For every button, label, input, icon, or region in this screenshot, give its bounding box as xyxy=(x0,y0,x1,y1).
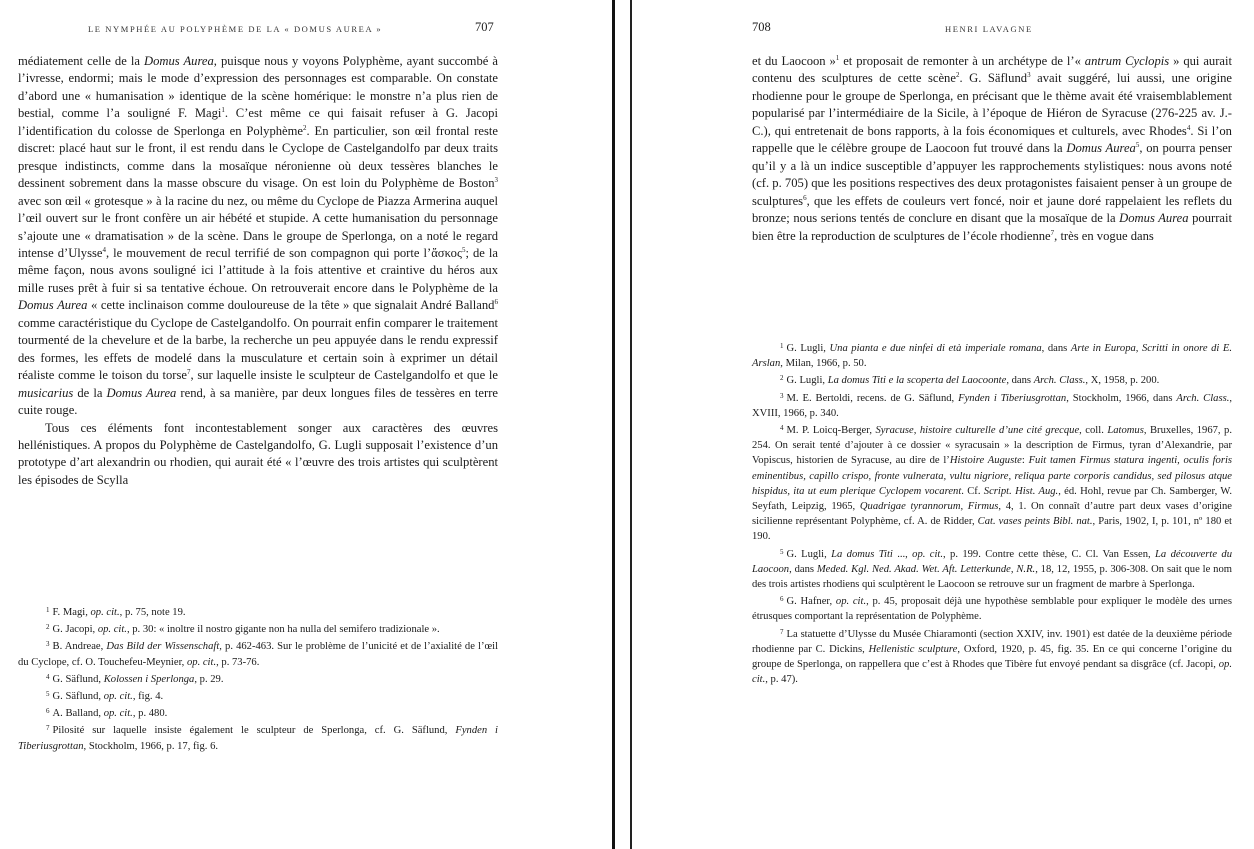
footnote-number: 1 xyxy=(780,342,784,350)
footnote-text: G. Lugli, Una pianta e due ninfei di età imperiale romana, dans Arte in Europa, Scritti in onore di E. Arslan, Milan, 1966, p. 50. xyxy=(752,343,1233,370)
footnote xyxy=(18,603,498,620)
footnote xyxy=(752,371,1232,388)
footnote-text: G. Lugli, La domus Titi ..., op. cit., p. 199. Contre cette thèse, C. Cl. Van Essen, La découverte du Laocoon, dans Meded. Kgl. Ned. Akad. Wet. Aft. Letterkunde, N.R., 18, 12, 1955, p. 306-308. On sait que le nom des trois artistes rhodiens qui sculptèrent le Laocoon se retrouve sur un fragment de marbre à Sperlonga. xyxy=(752,548,1232,591)
footnote-text: G. Lugli, La domus Titi e la scoperta del Laocoonte, dans Arch. Class., X, 1958, p. 200. xyxy=(786,375,1160,387)
footnote xyxy=(752,592,1232,624)
footnote-number: 7 xyxy=(46,724,50,733)
footnote-text: A. Balland, op. cit., p. 480. xyxy=(52,708,168,720)
footnote xyxy=(18,687,498,704)
footnote xyxy=(18,670,498,687)
footnote-text: Pilosité sur laquelle insiste également le sculpteur de Sperlonga, cf. G. Säflund, Fynden i Tiberiusgrottan, Stockholm, 1966, p. 17, fig. 6. xyxy=(18,725,498,752)
footnote-number: 1 xyxy=(46,606,50,614)
footnotes xyxy=(18,603,498,754)
running-head: HENRI LAVAGNE xyxy=(945,24,1033,34)
footnote-text: B. Andreae, Das Bild der Wissenschaft, p. 462-463. Sur le problème de l’unicité et de l’axialité de l’œil du Cyclope, cf. O. Touchefeu-Meynier, op. cit., p. 73-76. xyxy=(18,641,499,668)
footnote xyxy=(752,421,1232,545)
footnote xyxy=(18,704,498,721)
footnote-text: G. Säflund, op. cit., fig. 4. xyxy=(52,691,164,703)
footnote-number: 3 xyxy=(780,391,784,400)
footnote-text: G. Jacopi, op. cit., p. 30: « inoltre il nostro gigante non ha nulla del semifero tradizionale ». xyxy=(52,624,440,636)
page-number: 707 xyxy=(475,20,494,34)
footnote-text: F. Magi, op. cit., p. 75, note 19. xyxy=(52,607,186,618)
body-text: médiatement celle de la Domus Aurea, puisque nous y voyons Polyphème, ayant succombé à l’ivresse, endormi; mais le mode d’expression des personnages est comparable. On constate d’abord une « humanisation » identique de la scène homérique: le monstre n’a plus rien de bestial, comme l’a souligné F. Magi$^1$. C’est même ce qui faisait refuser à G. Jacopi l’identification du colosse de Sperlonga en Polyphème$^2$. En particulier, son œil frontal reste discret: placé haut sur le front, il est rendu dans le Cyclope de Castelgandolfo par deux traits presque indistincts, comme dans la mosaïque néronienne où deux tessères blanches le dessinent sobrement dans la masse obscure du visage. On est loin du Polyphème de Boston$^3$ avec son œil « grotesque » à la racine du nez, ou même du Cyclope de Piazza Armerina auquel l’œil ouvert sur le front confère un air hébété et stupide. A cette humanisation du personnage s’ajoute une « dramatisation » de la scène. Dans le groupe de Sperlonga, on a noté le regard intense d’Ulysse$^4$, le mouvement de recul terrifié de son compagnon qui porte l’ἄσκος$^5$; de la même façon, nous avons souligné ici l’attitude à la fois attentive et craintive du héros aux mille ruses prêt à fuir si sa tentative échoue. On retrouverait encore dans le Polyphème de la Domus Aurea « cette inclinaison comme douloureuse de la tête » que signalait André Balland$^6$ comme caractéristique du Cyclope de Castelgandolfo. On pourrait enfin comparer le traitement tourmenté de la chevelure et de la barbe, la recherche un peu appuyée dans le rendu expressif des formes, les effets de modelé dans la musculature et certain soin à exprimer un détail réaliste comme le toison du torse$^7$, sur laquelle insiste le sculpteur de Castelgandolfo et que le musicarius de la Domus Aurea rend, à sa manière, par deux longues files de tessères en terre cuite rouge. Tous ces éléments font incontestablement songer aux caractères des œuvres hellénistiques. A propos du Polyphème de Castelgandolfo, G. Lugli supposait l’existence d’un prototype d’art alexandrin ou rhodien, qui aurait été « l’œuvre des trois artistes qui sculptèrent les épisodes de Scylla xyxy=(18,54,499,487)
footnote xyxy=(752,389,1232,421)
footnotes xyxy=(752,339,1232,687)
footnote-number: 2 xyxy=(780,374,784,383)
footnote xyxy=(752,545,1232,593)
footnote-number: 5 xyxy=(780,547,784,556)
footnote xyxy=(18,620,498,637)
page-divider-left xyxy=(612,0,615,849)
footnote-number: 4 xyxy=(780,424,784,433)
footnote-number: 7 xyxy=(780,627,784,636)
footnote-number: 6 xyxy=(46,707,50,716)
page-707 xyxy=(0,0,612,849)
footnote-text: G. Säflund, Kolossen i Sperlonga, p. 29. xyxy=(52,673,224,685)
footnote xyxy=(18,637,498,669)
running-head: LE NYMPHÉE AU POLYPHÈME DE LA « DOMUS AUREA » xyxy=(88,24,383,34)
page-number: 708 xyxy=(752,20,771,34)
footnote-text: M. E. Bertoldi, recens. de G. Säflund, Fynden i Tiberiusgrottan, Stockholm, 1966, dans Arch. Class., XVIII, 1966, p. 340. xyxy=(752,392,1233,419)
footnote-number: 6 xyxy=(780,595,784,604)
footnote xyxy=(18,721,498,753)
footnote-text: M. P. Loicq-Berger, Syracuse, histoire culturelle d’une cité grecque, coll. Latomus, Bruxelles, 1967, p. 254. On serait tenté d’ajouter à ce dossier « syracusain » la description de Firmus, tyran d’Alexandrie, par Vopiscus, historien de Syracuse, au dire de l’Histoire Auguste: Fuit tamen Firmus statura ingenti, oculis foris eminentibus, capillo crispo, fronte vulnerata, vultu nigriore, reliqua parte corporis candidus, sed pilosus atque hispidus, ita ut eum plerique Cyclopem vocarent. Cf. Script. Hist. Aug., éd. Hohl, revue par Ch. Samberger, W. Seyfath, Leipzig, 1965, Quadrigae tyrannorum, Firmus, 4, 1. On connaît d’autre part deux vases d’origine sicilienne représentant Polyphème, cf. A. de Ridder, Cat. vases peints Bibl. nat., Paris, 1902, I, p. 101, nº 180 et 190. xyxy=(752,425,1233,543)
footnote-number: 5 xyxy=(46,690,50,699)
footnote-text: La statuette d’Ulysse du Musée Chiaramonti (section XXIV, inv. 1901) est datée de la deuxième période rhodienne par C. Dickins, Hellenistic sculpture, Oxford, 1920, p. 45, fig. 35. En ce qui concerne l’origine du groupe de Sperlonga, on rappellera que c’est à Rhodes que Tibère fut envoyé pendant sa disgrâce (cf. Jacopi, op. cit., p. 47). xyxy=(752,628,1232,686)
footnote-number: 3 xyxy=(46,640,50,649)
footnote-text: G. Hafner, op. cit., p. 45, proposait déjà une hypothèse semblable pour expliquer le modèle des urnes étrusques comportant la représentation de Polyphème. xyxy=(752,596,1232,623)
footnote-number: 2 xyxy=(46,623,50,632)
footnote xyxy=(752,625,1232,688)
footnote xyxy=(752,339,1232,371)
footnote-number: 4 xyxy=(46,672,50,681)
page-708 xyxy=(632,0,1254,849)
body-text: et du Laocoon »$^1$ et proposait de remonter à un archétype de l’« antrum Cyclopis » qui aurait contenu des sculptures de cette scène$^2$. G. Säflund$^3$ avait suggéré, lui aussi, une origine rhodienne pour le groupe de Sperlonga, en précisant que le thème avait été vraisemblablement popularisé par l’intermédiaire de la Sicile, à l’époque de Hiéron de Syracuse (276-225 av. J.-C.), qui entretenait de bons rapports, à la fois économiques et culturels, avec Rhodes$^4$. Si l’on rappelle que le célèbre groupe de Laocoon fut trouvé dans la Domus Aurea$^5$, on pourra penser qu’il y a là un indice susceptible d’appuyer les rapprochements stylistiques: nous avons noté (cf. p. 705) que les positions respectives des deux protagonistes faisaient penser à un groupe de sculptures$^6$, que les effets de couleurs vert foncé, noir et jaune doré rappelaient les reflets du bronze; nous serions tentés de conclure en disant que la mosaïque de la Domus Aurea pourrait bien être la reproduction de sculptures de l’école rhodienne$^7$, très en vogue dans xyxy=(752,54,1233,243)
